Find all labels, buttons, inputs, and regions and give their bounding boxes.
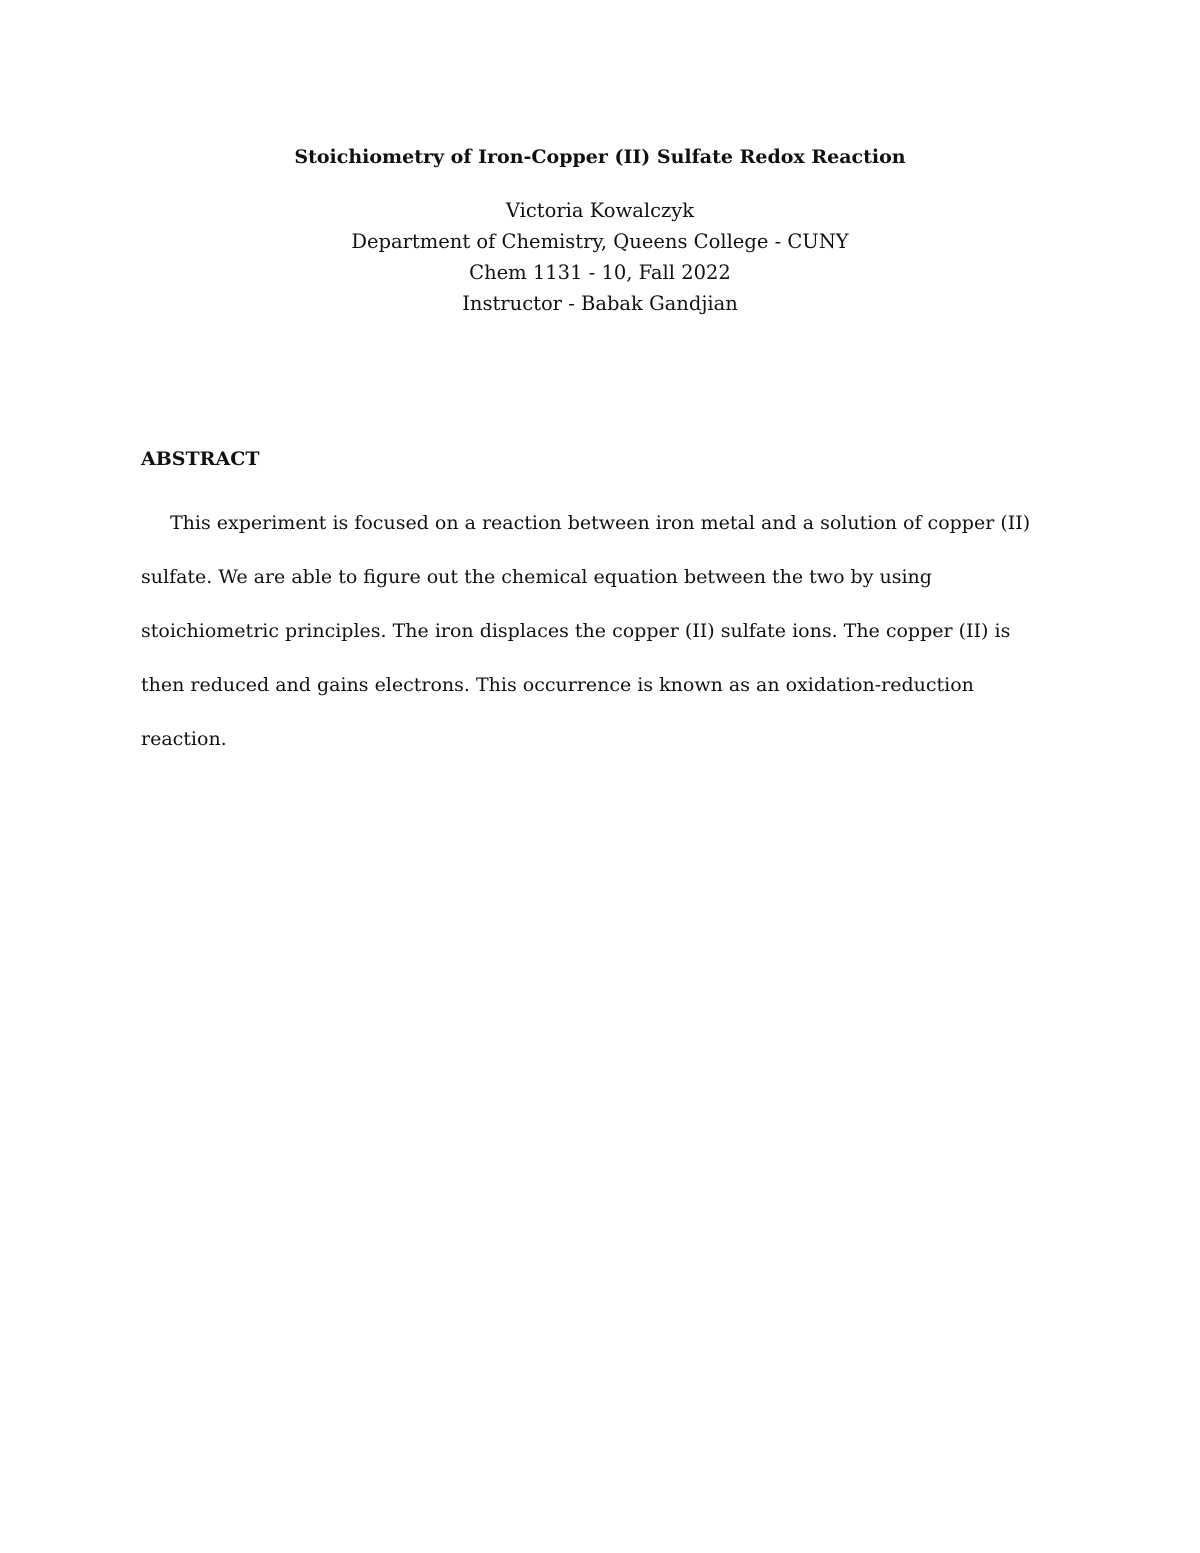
document-title: Stoichiometry of Iron-Copper (II) Sulfate Redox Reaction [294, 146, 906, 168]
author-name: Victoria Kowalczyk [505, 199, 695, 222]
abstract-heading: ABSTRACT [141, 448, 260, 470]
course-line: Chem 1131 - 10, Fall 2022 [469, 261, 731, 284]
instructor-line: Instructor - Babak Gandjian [462, 292, 738, 315]
title-block [0, 143, 1200, 319]
author-block [0, 195, 1200, 319]
abstract-paragraph: This experiment is focused on a reaction between iron metal and a solution of copper (II) sulfate. We are able to figure out the chemical equation between the two by using stoichiometric principles. The iron displaces the copper (II) sulfate ions. The copper (II) is then reduced and gains electrons. This occurrence is known as an oxidation-reduction reaction. [141, 512, 1031, 750]
department-line: Department of Chemistry, Queens College - CUNY [351, 230, 849, 253]
